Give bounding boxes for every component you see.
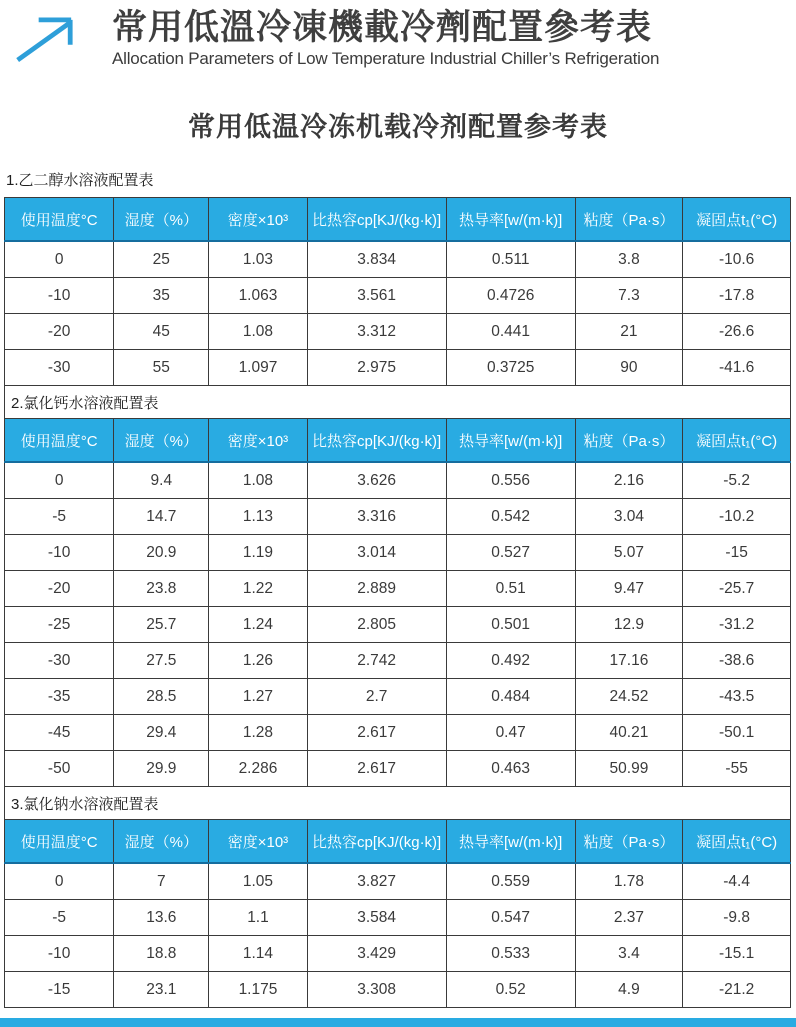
table-cell: 2.286 [209,751,307,787]
table-cell: 3.834 [307,241,446,278]
table-cell: 3.04 [575,499,683,535]
table-cell: -20 [5,314,114,350]
table-cell: 23.1 [114,972,209,1008]
table-cell: -31.2 [683,607,791,643]
table-cell: 50.99 [575,751,683,787]
header-row [5,198,791,242]
column-header: 热导率[w/(m·k)] [446,820,575,864]
table-row [5,715,791,751]
table-cell: 24.52 [575,679,683,715]
table-cell: 1.1 [209,900,307,936]
table-cell: 0.556 [446,462,575,499]
table-cell: 90 [575,350,683,386]
brand-subtitle: Allocation Parameters of Low Temperature Industrial Chiller’s Refrigeration [112,49,660,69]
table-cell: 25.7 [114,607,209,643]
table-cell: 2.805 [307,607,446,643]
table-row [5,607,791,643]
column-header: 密度×10³ [209,198,307,242]
table-cell: 9.47 [575,571,683,607]
refrigerant-table [4,197,791,1008]
table-cell: 23.8 [114,571,209,607]
table-row [5,535,791,571]
table-row [5,314,791,350]
table-cell: 3.827 [307,863,446,900]
table-cell: 3.308 [307,972,446,1008]
table-cell: 7.3 [575,278,683,314]
table-cell: 1.08 [209,314,307,350]
table-cell: 0 [5,241,114,278]
table-cell: 1.19 [209,535,307,571]
table-row [5,571,791,607]
table-cell: 5.07 [575,535,683,571]
table-cell: 2.742 [307,643,446,679]
table-cell: 3.429 [307,936,446,972]
page-title: 常用低温冷冻机载冷剂配置参考表 [188,112,608,142]
table-cell: -43.5 [683,679,791,715]
column-header: 湿度（%） [114,198,209,242]
table-cell: -17.8 [683,278,791,314]
table-cell: 20.9 [114,535,209,571]
column-header: 粘度（Pa·s） [575,820,683,864]
table-cell: -5 [5,900,114,936]
table-cell: 2.16 [575,462,683,499]
table-cell: 55 [114,350,209,386]
table-cell: -35 [5,679,114,715]
table-cell: 1.14 [209,936,307,972]
table-row [5,643,791,679]
table-row [5,679,791,715]
header-row [5,419,791,463]
brand-title: 常用低溫冷凍機載冷劑配置參考表 [112,8,653,47]
column-header: 湿度（%） [114,820,209,864]
header-row [5,820,791,864]
table-cell: 7 [114,863,209,900]
table-cell: 17.16 [575,643,683,679]
table-cell: 0 [5,462,114,499]
table-cell: 3.8 [575,241,683,278]
table-cell: 0.51 [446,571,575,607]
column-header: 凝固点t₁(°C) [683,419,791,463]
table-row [5,751,791,787]
table-cell: 40.21 [575,715,683,751]
table-cell: 0.52 [446,972,575,1008]
table-cell: 35 [114,278,209,314]
table-cell: 0.4726 [446,278,575,314]
table-cell: -21.2 [683,972,791,1008]
table-cell: 2.889 [307,571,446,607]
table-cell: 1.24 [209,607,307,643]
table-cell: -25.7 [683,571,791,607]
column-header: 比热容cp[KJ/(kg·k)] [307,820,446,864]
section-row [5,386,791,419]
table-row [5,936,791,972]
table-cell: 18.8 [114,936,209,972]
column-header: 使用温度°C [5,198,114,242]
table-cell: 0.484 [446,679,575,715]
column-header: 热导率[w/(m·k)] [446,198,575,242]
table-cell: 0.492 [446,643,575,679]
column-header: 凝固点t₁(°C) [683,820,791,864]
table-cell: 27.5 [114,643,209,679]
section-row [5,787,791,820]
column-header: 使用温度°C [5,419,114,463]
table-cell: 2.37 [575,900,683,936]
table-cell: 2.617 [307,751,446,787]
table-cell: 4.9 [575,972,683,1008]
column-header: 热导率[w/(m·k)] [446,419,575,463]
brand-header [0,0,796,71]
table-cell: 0.47 [446,715,575,751]
column-header: 粘度（Pa·s） [575,198,683,242]
table-cell: -38.6 [683,643,791,679]
table-cell: -41.6 [683,350,791,386]
table-cell: -4.4 [683,863,791,900]
table-cell: 1.175 [209,972,307,1008]
table-cell: -50.1 [683,715,791,751]
table-cell: -9.8 [683,900,791,936]
table-cell: 0.3725 [446,350,575,386]
table-cell: 2.7 [307,679,446,715]
table-cell: -30 [5,350,114,386]
table-cell: -5 [5,499,114,535]
table-cell: -15 [683,535,791,571]
table-cell: -45 [5,715,114,751]
table-cell: -20 [5,571,114,607]
table-cell: 1.08 [209,462,307,499]
table-row [5,350,791,386]
table-row [5,499,791,535]
table-cell: 0.511 [446,241,575,278]
column-header: 粘度（Pa·s） [575,419,683,463]
section-label: 1.乙二醇水溶液配置表 [6,172,154,189]
table-cell: 0.527 [446,535,575,571]
column-header: 比热容cp[KJ/(kg·k)] [307,419,446,463]
table-cell: 1.27 [209,679,307,715]
column-header: 比热容cp[KJ/(kg·k)] [307,198,446,242]
table-cell: 3.4 [575,936,683,972]
table-cell: 0.533 [446,936,575,972]
table-cell: 14.7 [114,499,209,535]
table-cell: 1.03 [209,241,307,278]
table-cell: 45 [114,314,209,350]
table-cell: 1.063 [209,278,307,314]
table-cell: 3.014 [307,535,446,571]
table-cell: -10 [5,535,114,571]
table-cell: 29.9 [114,751,209,787]
section-label: 2.氯化钙水溶液配置表 [5,386,791,419]
column-header: 使用温度°C [5,820,114,864]
table-cell: 29.4 [114,715,209,751]
table-cell: -5.2 [683,462,791,499]
table-cell: 1.78 [575,863,683,900]
table-cell: 2.617 [307,715,446,751]
table-cell: 0.441 [446,314,575,350]
table-row [5,241,791,278]
column-header: 凝固点t₁(°C) [683,198,791,242]
table-cell: 21 [575,314,683,350]
table-row [5,278,791,314]
table-cell: 0.547 [446,900,575,936]
table-cell: 3.561 [307,278,446,314]
table-cell: 2.975 [307,350,446,386]
column-header: 湿度（%） [114,419,209,463]
table-cell: -50 [5,751,114,787]
table-cell: 0.542 [446,499,575,535]
arrow-up-right-icon [10,12,96,71]
table-cell: -10.2 [683,499,791,535]
table-cell: 9.4 [114,462,209,499]
table-cell: 3.312 [307,314,446,350]
table-cell: -26.6 [683,314,791,350]
table-cell: 13.6 [114,900,209,936]
footer-accent-bar [0,1018,796,1027]
table-cell: 28.5 [114,679,209,715]
table-cell: 1.05 [209,863,307,900]
table-cell: -55 [683,751,791,787]
column-header: 密度×10³ [209,820,307,864]
table-cell: -15.1 [683,936,791,972]
table-cell: 3.626 [307,462,446,499]
table-cell: 0.501 [446,607,575,643]
table-cell: -10.6 [683,241,791,278]
table-cell: 25 [114,241,209,278]
table-cell: 3.316 [307,499,446,535]
table-row [5,462,791,499]
table-cell: 0 [5,863,114,900]
table-cell: 0.559 [446,863,575,900]
table-row [5,900,791,936]
table-row [5,972,791,1008]
table-cell: 1.26 [209,643,307,679]
table-cell: -15 [5,972,114,1008]
table-cell: -10 [5,278,114,314]
table-cell: -25 [5,607,114,643]
section-label: 3.氯化钠水溶液配置表 [5,787,791,820]
column-header: 密度×10³ [209,419,307,463]
table-cell: 1.28 [209,715,307,751]
table-cell: 0.463 [446,751,575,787]
table-cell: 1.097 [209,350,307,386]
brand-text [112,8,659,69]
table-row [5,863,791,900]
table-cell: -10 [5,936,114,972]
table-cell: 3.584 [307,900,446,936]
table-cell: -30 [5,643,114,679]
table-cell: 1.13 [209,499,307,535]
table-cell: 12.9 [575,607,683,643]
table-cell: 1.22 [209,571,307,607]
